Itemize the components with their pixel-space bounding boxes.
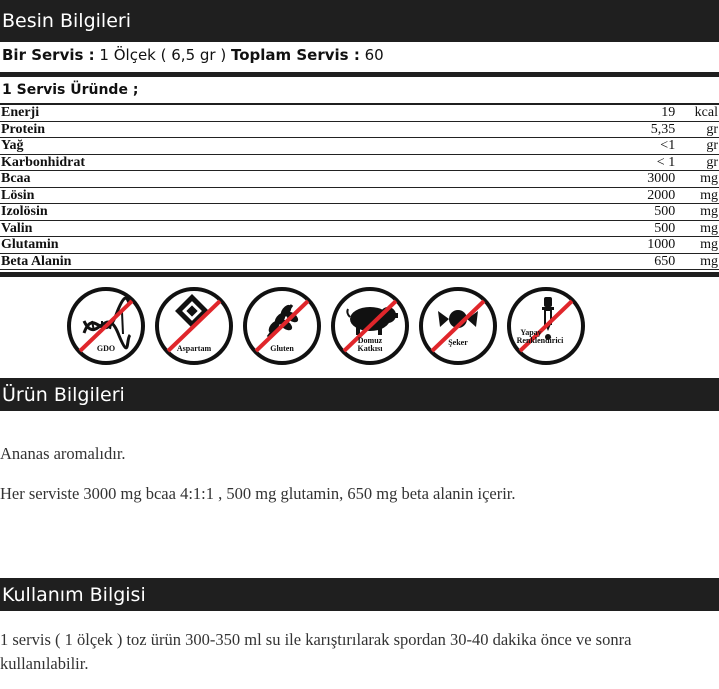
table-row <box>0 220 719 237</box>
wheat-icon <box>240 285 324 367</box>
kullanim-bilgisi-heading <box>0 578 719 611</box>
serving-info <box>2 46 384 64</box>
table-row <box>0 171 719 188</box>
table-row <box>0 138 719 155</box>
per-serving-title: 1 Servis Üründe ; <box>2 82 139 98</box>
icon-label: Aspartam <box>176 344 212 353</box>
urun-bilgileri-heading <box>0 378 719 411</box>
sugar-free-badge <box>416 285 500 367</box>
table-row <box>0 105 719 121</box>
nutrient-unit: gr <box>676 154 719 171</box>
nutrient-name: Izolösin <box>0 204 511 221</box>
table-row <box>0 253 719 270</box>
table-row <box>0 121 719 138</box>
nutrient-name: Beta Alanin <box>0 253 511 270</box>
candy-icon <box>416 285 500 367</box>
nutrient-name: Valin <box>0 220 511 237</box>
nutrient-value: 1000 <box>511 237 676 254</box>
nutrient-unit: mg <box>676 204 719 221</box>
dropper-icon <box>504 285 588 367</box>
sweetener-icon <box>152 285 236 367</box>
gdo-free-badge <box>64 285 148 367</box>
table-row <box>0 187 719 204</box>
nutrient-unit: mg <box>676 171 719 188</box>
nutrient-name: Lösin <box>0 187 511 204</box>
nutrient-value: < 1 <box>511 154 676 171</box>
nutrient-value: 3000 <box>511 171 676 188</box>
divider-top <box>0 72 719 77</box>
nutrition-table <box>0 105 719 270</box>
urun-title: Ürün Bilgileri <box>2 383 125 406</box>
nutrient-unit: mg <box>676 220 719 237</box>
icon-label-line1: Domuz <box>357 336 383 345</box>
kullanim-title: Kullanım Bilgisi <box>2 583 146 606</box>
total-value: 60 <box>364 46 384 64</box>
icon-label-line1: Yapay <box>520 328 542 337</box>
contents-text: Her serviste 3000 mg bcaa 4:1:1 , 500 mg glutamin, 650 mg beta alanin içerir. <box>0 484 516 503</box>
nutrient-unit: mg <box>676 237 719 254</box>
nutrient-unit: gr <box>676 121 719 138</box>
nutrient-name: Bcaa <box>0 171 511 188</box>
nutrient-unit: kcal <box>676 105 719 121</box>
nutrient-value: 5,35 <box>511 121 676 138</box>
nutrient-unit: gr <box>676 138 719 155</box>
nutrient-unit: mg <box>676 187 719 204</box>
icon-label: Gluten <box>270 344 294 353</box>
nutrient-value: 650 <box>511 253 676 270</box>
nutrient-value: 500 <box>511 204 676 221</box>
dna-icon <box>64 285 148 367</box>
icon-label: GDO <box>96 344 116 353</box>
nutrient-name: Karbonhidrat <box>0 154 511 171</box>
nutrient-value: <1 <box>511 138 676 155</box>
besin-bilgileri-heading <box>0 0 719 42</box>
total-label: Toplam Servis : <box>230 46 360 64</box>
table-row <box>0 237 719 254</box>
pork-free-badge <box>328 285 412 367</box>
usage-text: 1 servis ( 1 ölçek ) toz ürün 300-350 ml su ile karıştırılarak spordan 30-40 dakika önce ve sonra kullanılabilir. <box>0 630 632 673</box>
aspartam-free-badge <box>152 285 236 367</box>
nutrient-name: Yağ <box>0 138 511 155</box>
divider-bottom <box>0 272 719 277</box>
aroma-text: Ananas aromalıdır. <box>0 444 126 463</box>
nutrient-value: 19 <box>511 105 676 121</box>
serving-value: 1 Ölçek ( 6,5 gr ) <box>99 46 227 64</box>
besin-title: Besin Bilgileri <box>2 10 131 32</box>
pig-icon <box>328 285 412 367</box>
nutrient-name: Protein <box>0 121 511 138</box>
icon-label-line2: Katkısı <box>357 344 383 353</box>
artificial-color-free-badge <box>504 285 588 367</box>
nutrient-name: Glutamin <box>0 237 511 254</box>
gluten-free-badge <box>240 285 324 367</box>
icon-label: Şeker <box>448 338 468 347</box>
icon-label-line2: Renklendirici <box>516 336 564 345</box>
nutrient-value: 500 <box>511 220 676 237</box>
serving-label: Bir Servis : <box>2 46 95 64</box>
table-row <box>0 154 719 171</box>
table-row <box>0 204 719 221</box>
nutrient-unit: mg <box>676 253 719 270</box>
nutrient-name: Enerji <box>0 105 511 121</box>
nutrient-value: 2000 <box>511 187 676 204</box>
